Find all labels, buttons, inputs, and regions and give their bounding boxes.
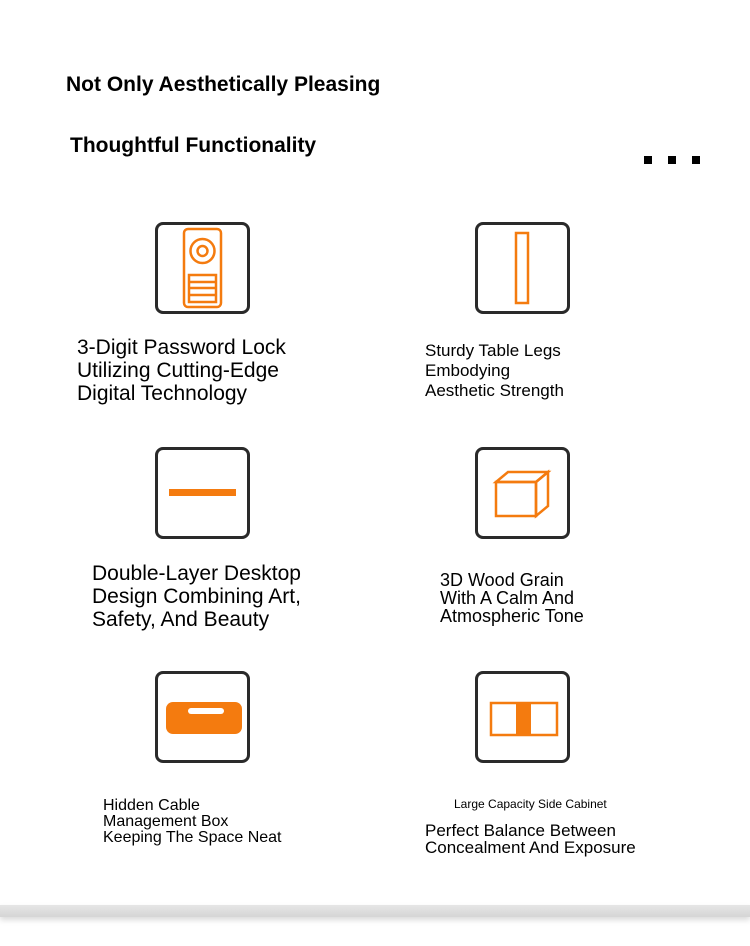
double-layer-desktop-icon bbox=[155, 447, 250, 539]
feature-caption-wood-grain bbox=[440, 571, 584, 625]
feature-caption-side-cabinet bbox=[425, 822, 636, 856]
caption-line: Digital Technology bbox=[77, 382, 248, 405]
feature-caption-password-lock bbox=[77, 336, 286, 405]
feature-caption-table-legs bbox=[425, 341, 564, 401]
caption-line: Aesthetic Strength bbox=[425, 381, 564, 400]
heading-aesthetics: Not Only Aesthetically Pleasing bbox=[66, 73, 381, 96]
table-leg-icon bbox=[475, 222, 570, 314]
wood-grain-cube-icon bbox=[475, 447, 570, 539]
feature-caption-cable-box bbox=[103, 798, 282, 846]
caption-line: With A Calm And bbox=[440, 588, 575, 608]
caption-line: Safety, And Beauty bbox=[92, 608, 270, 631]
cable-box-icon bbox=[155, 671, 250, 763]
caption-line: Design Combining Art, bbox=[92, 585, 301, 608]
caption-line: Atmospheric Tone bbox=[440, 606, 584, 626]
feature-caption-double-layer bbox=[92, 562, 301, 631]
caption-line: Hidden Cable bbox=[103, 797, 200, 814]
caption-line: 3D Wood Grain bbox=[440, 570, 564, 590]
caption-line: Sturdy Table Legs bbox=[425, 341, 561, 360]
caption-line: Concealment And Exposure bbox=[425, 838, 636, 857]
caption-line: Perfect Balance Between bbox=[425, 821, 616, 840]
dot bbox=[692, 156, 700, 164]
dot bbox=[668, 156, 676, 164]
bottom-divider bbox=[0, 905, 750, 917]
caption-line: 3-Digit Password Lock bbox=[77, 336, 286, 359]
caption-line: Keeping The Space Neat bbox=[103, 829, 282, 846]
side-cabinet-icon bbox=[475, 671, 570, 763]
caption-line: Embodying bbox=[425, 361, 511, 380]
caption-line: Double-Layer Desktop bbox=[92, 562, 301, 585]
ellipsis-icon bbox=[644, 156, 700, 164]
feature-label-side-cabinet: Large Capacity Side Cabinet bbox=[454, 797, 607, 811]
password-lock-icon bbox=[155, 222, 250, 314]
heading-functionality: Thoughtful Functionality bbox=[70, 134, 317, 157]
caption-line: Management Box bbox=[103, 813, 229, 830]
caption-line: Utilizing Cutting-Edge bbox=[77, 359, 279, 382]
dot bbox=[644, 156, 652, 164]
